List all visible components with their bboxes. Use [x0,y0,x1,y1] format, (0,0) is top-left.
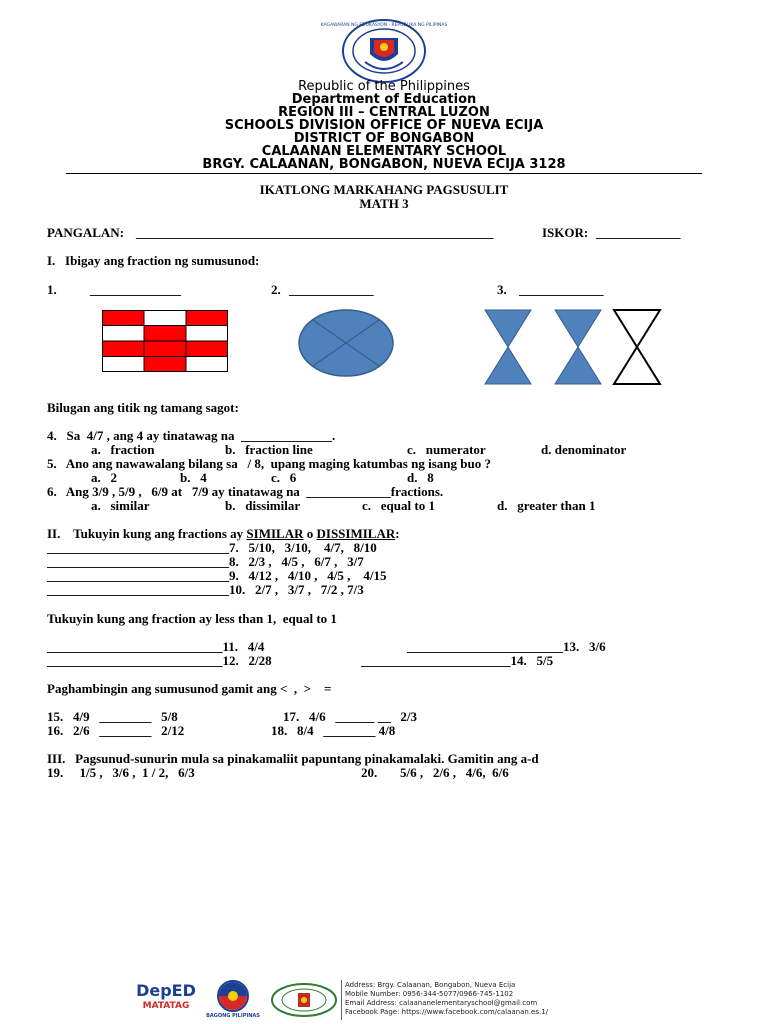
question-7[interactable]: ____________________________7. 5/10, 3/10, 4/7, 8/10 [47,540,377,555]
hourglass-figure [483,309,663,385]
district-line: DISTRICT OF BONGABON [293,131,475,146]
or-word: o [303,526,317,541]
question-12[interactable]: ___________________________12. 2/28 [47,653,272,668]
heading-colon: : [395,526,400,541]
q6-choice-c[interactable]: c. equal to 1 [362,498,435,513]
school-line: CALAANAN ELEMENTARY SCHOOL [261,144,507,159]
deped-logo-text: DepED [136,981,196,1000]
question-10[interactable]: ____________________________10. 2/7 , 3/7 , 7/2 , 7/3 [47,582,364,597]
footer-facebook[interactable]: Facebook Page: https://www.facebook.com/calaanan.es.1/ [345,1008,549,1016]
question-13[interactable]: ________________________13. 3/6 [407,639,606,654]
division-line: SCHOOLS DIVISION OFFICE OF NUEVA ECIJA [224,118,544,133]
part3-heading: III. Pagsunud-sunurin mula sa pinakamaliit papuntang pinakamalaki. Gamitin ang a-d [47,751,539,766]
item2-number: 2. [271,282,281,297]
department-line: Department of Education [291,92,477,107]
header-divider [66,173,702,174]
q6-choice-d[interactable]: d. greater than 1 [497,498,596,513]
q4-choice-c[interactable]: c. numerator [407,442,486,457]
question-6: 6. Ang 3/9 , 5/9 , 6/9 at 7/9 ay tinatawag na _____________fractions. [47,484,444,499]
item2-answer-blank[interactable]: _____________ [289,282,374,297]
exam-title: IKATLONG MARKAHANG PAGSUSULIT [259,182,509,197]
mc-instruction: Bilugan ang titik ng tamang sagot: [47,400,239,415]
q4-choice-d[interactable]: d. denominator [541,442,627,457]
deped-matatag-logo [134,982,198,1018]
item1-number: 1. [47,282,57,297]
name-label: PANGALAN: [47,225,125,240]
footer-email[interactable]: Email Address: calaananelementaryschool@gmail.com [345,999,538,1007]
question-5: 5. Ano ang nawawalang bilang sa / 8, upang maging katumbas ng isang buo ? [47,456,491,471]
question-20[interactable]: 20. 5/6 , 2/6 , 4/6, 6/6 [361,765,509,780]
school-logo [270,982,338,1018]
question-9[interactable]: ____________________________9. 4/12 , 4/10 , 4/5 , 4/15 [47,568,387,583]
q4-choice-a[interactable]: a. fraction [91,442,155,457]
name-field[interactable]: _______________________________________________________ [136,225,494,240]
q5-choice-b[interactable]: b. 4 [180,470,207,485]
question-19[interactable]: 19. 1/5 , 3/6 , 1 / 2, 6/3 [47,765,195,780]
question-11[interactable]: ___________________________11. 4/4 [47,639,265,654]
region-line: REGION III – CENTRAL LUZON [278,105,490,120]
dissimilar-keyword: DISSIMILAR [316,526,396,541]
part2b-heading: Tukuyin kung ang fraction ay less than 1, equal to 1 [47,611,337,626]
question-14[interactable]: _______________________14. 5/5 [361,653,554,668]
item1-answer-blank[interactable]: ______________ [90,282,181,297]
matatag-logo-text: MATATAG [142,1001,190,1011]
address-line: BRGY. CALAANAN, BONGABON, NUEVA ECIJA 3128 [202,157,566,172]
fraction-circle-figure [297,308,395,378]
exam-subject: MATH 3 [359,196,409,211]
question-17[interactable]: 17. 4/6 ______ __ 2/3 [283,709,417,724]
q4-choice-b[interactable]: b. fraction line [225,442,313,457]
item3-answer-blank[interactable]: _____________ [519,282,604,297]
q6-choice-b[interactable]: b. dissimilar [225,498,301,513]
q5-choice-d[interactable]: d. 8 [407,470,434,485]
similar-keyword: SIMILAR [246,526,304,541]
question-18[interactable]: 18. 8/4 ________ 4/8 [271,723,396,738]
score-label: ISKOR: [542,225,589,240]
part1-heading: I. Ibigay ang fraction ng sumusunod: [47,253,260,268]
question-4: 4. Sa 4/7 , ang 4 ay tinatawag na ______________. [47,428,336,443]
republic-line: Republic of the Philippines [298,79,470,94]
item3-number: 3. [497,282,507,297]
deped-seal [320,18,448,84]
q5-choice-a[interactable]: a. 2 [91,470,117,485]
bagong-pilipinas-text: BAGONG PILIPINAS [206,1013,260,1019]
compare-heading: Paghambingin ang sumusunod gamit ang < , > = [47,681,332,696]
seal-lettering: KAGAWARAN NG EDUKASYON · REPUBLIKA NG PILIPINAS [320,23,448,28]
question-15[interactable]: 15. 4/9 ________ 5/8 [47,709,178,724]
bagong-pilipinas-logo [205,979,261,1021]
footer-divider [341,980,342,1020]
footer-mobile: Mobile Number: 0956-344-5077/0966-745-1102 [345,990,514,998]
question-8[interactable]: ____________________________8. 2/3 , 4/5 , 6/7 , 3/7 [47,554,364,569]
fraction-grid-figure [102,310,228,372]
part2-heading-text: II. Tukuyin kung ang fractions ay [47,526,247,541]
q5-choice-c[interactable]: c. 6 [271,470,297,485]
footer-address: Address: Brgy. Calaanan, Bongabon, Nueva Ecija [345,981,516,989]
q6-choice-a[interactable]: a. similar [91,498,150,513]
score-field[interactable]: _____________ [596,225,681,240]
question-16[interactable]: 16. 2/6 ________ 2/12 [47,723,185,738]
